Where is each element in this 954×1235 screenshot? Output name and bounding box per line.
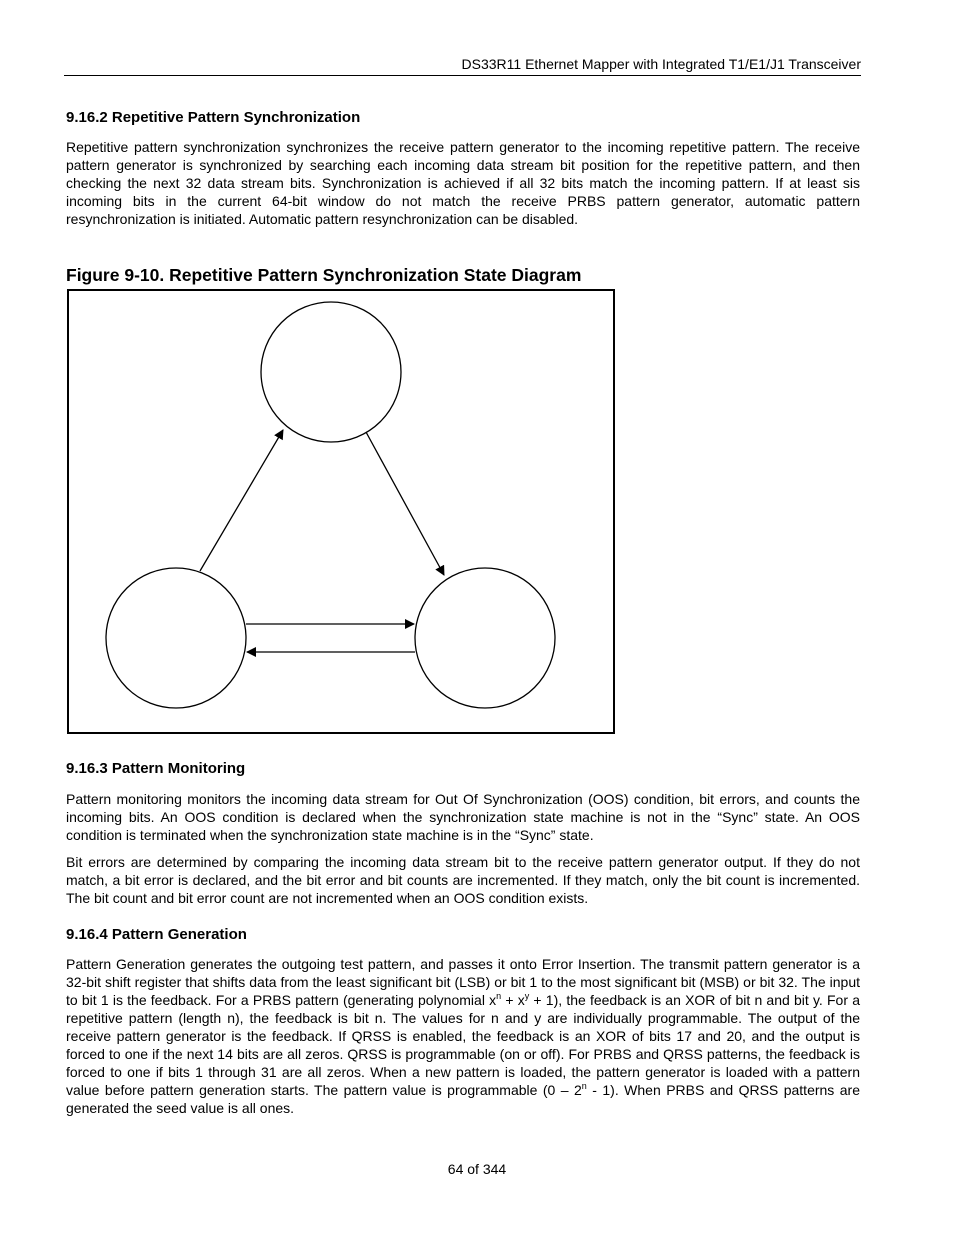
section-heading-9-16-3: 9.16.3 Pattern Monitoring	[66, 760, 246, 777]
section-heading-9-16-4: 9.16.4 Pattern Generation	[66, 926, 247, 943]
section-body-9-16-4	[66, 955, 860, 1117]
section-heading-9-16-2: 9.16.2 Repetitive Pattern Synchronization	[66, 109, 361, 126]
section-body-9-16-3-para2: Bit errors are determined by comparing the incoming data stream bit to the receive pattern generator output. If they do not match, a bit error is declared, and the bit error and bit counts are incremented. If they match, only the bit count is incremented. The bit count and bit error count are not incremented when an OOS condition exists.	[66, 854, 860, 906]
figure-frame	[68, 290, 614, 733]
document-header-title: DS33R11 Ethernet Mapper with Integrated T1/E1/J1 Transceiver	[461, 56, 861, 72]
section-body-9-16-3-para1: Pattern monitoring monitors the incoming data stream for Out Of Synchronization (OOS) condition, bit errors, and counts the incoming bits. An OOS condition is declared when the synchronization state machine is not in the “Sync” state. An OOS condition is terminated when the synchronization state machine is in the “Sync” state.	[66, 791, 860, 843]
header-rule	[64, 75, 861, 76]
state-circle-bottom-left	[106, 568, 246, 708]
body-text-part2: + x	[501, 992, 525, 1008]
body-text-part4: - 1). When PRBS and QRSS patterns are generated the seed value is all ones.	[66, 1082, 860, 1116]
body-text-part1: Pattern Generation generates the outgoing test pattern, and passes it onto Error Insertion. The transmit pattern generator is a 32-bit shift register that shifts data from the least significant bit (LSB) or bit 1 to the most significant bit (MSB) or bit 32. The input to bit 1 is the feedback. For a PRBS pattern (generating polynomial x	[66, 956, 860, 1008]
superscript-n: n	[496, 991, 502, 1001]
figure-title: Figure 9-10. Repetitive Pattern Synchronization State Diagram	[66, 265, 582, 285]
section-body-9-16-2: Repetitive pattern synchronization synchronizes the receive pattern generator to the incoming repetitive pattern. The receive pattern generator is synchronized by searching each incoming data stream bit position for the repetitive pattern, and then checking the next 32 data stream bits. Synchronization is achieved if all 32 bits match the incoming pattern. If at least sis incoming bits in the current 64-bit window do not match the receive PRBS pattern generator, automatic pattern resynchronization is initiated. Automatic pattern resynchronization can be disabled.	[66, 139, 860, 227]
arrow-left-to-top	[200, 430, 283, 571]
state-circle-bottom-right	[415, 568, 555, 708]
state-circle-top	[261, 302, 401, 442]
arrow-top-to-right	[366, 432, 444, 575]
superscript-n-2: n	[581, 1081, 587, 1091]
state-diagram	[67, 289, 615, 734]
body-text-part3: + 1), the feedback is an XOR of bit n and bit y. For a repetitive pattern (length n), the feedback is bit n. The values for n and y are individually programmable. The output of the receive pattern generator is the feedback. If QRSS is enabled, the feedback is an XOR of bits 17 and 20, and the output is forced to one if the next 14 bits are all zeros. QRSS is programmable (on or off). For PRBS and QRSS patterns, the feedback is forced to one if bits 1 through 31 are all zeros. When a new pattern is loaded, the pattern generator is loaded with a pattern value before pattern generation starts. The pattern value is programmable (0 – 2	[66, 992, 860, 1098]
page-number: 64 of 344	[447, 1161, 507, 1177]
superscript-y: y	[524, 991, 530, 1001]
